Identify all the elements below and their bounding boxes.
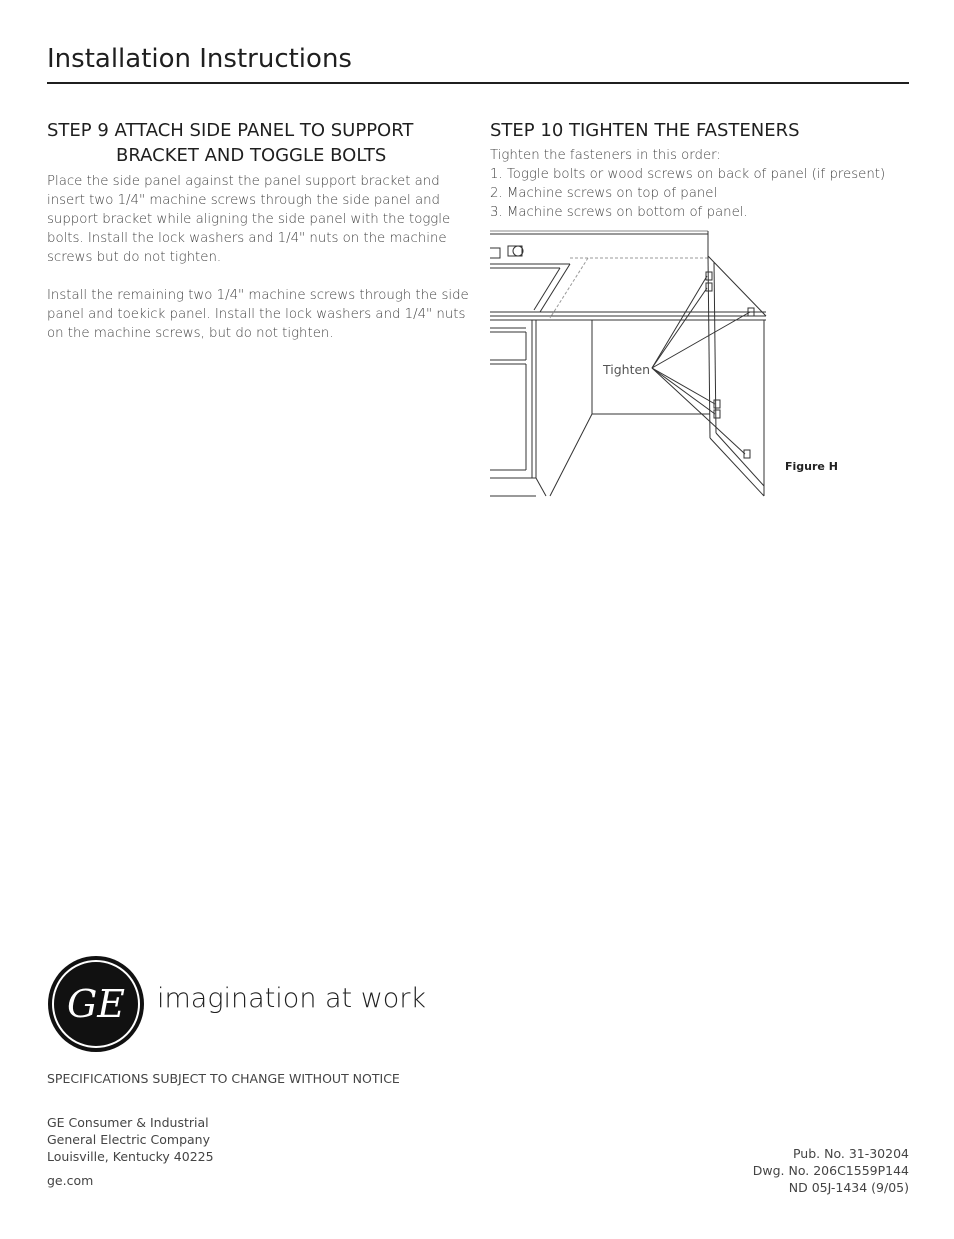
step9-heading-line2: BRACKET AND TOGGLE BOLTS: [116, 145, 387, 166]
tighten-callout: Tighten: [603, 362, 651, 377]
drawing-number: Dwg. No. 206C1559P144: [752, 1163, 909, 1178]
pub-number: Pub. No. 31-30204: [792, 1146, 909, 1161]
step9-body: [47, 172, 472, 343]
fastener-order-list: [490, 165, 910, 222]
address-line: Louisville, Kentucky 40225: [47, 1149, 214, 1164]
ge-logo: [47, 955, 145, 1053]
company-address: [47, 1114, 214, 1165]
specifications-notice: SPECIFICATIONS SUBJECT TO CHANGE WITHOUT NOTICE: [47, 1071, 400, 1086]
address-line: GE Consumer & Industrial: [47, 1115, 209, 1130]
step10-body: [490, 146, 910, 222]
tagline: imagination at work: [157, 983, 427, 1014]
figure-caption: Figure H: [785, 460, 838, 473]
step10-intro: Tighten the fasteners in this order:: [490, 148, 721, 163]
figure-h-illustration: [488, 228, 778, 500]
address-line: General Electric Company: [47, 1132, 210, 1147]
cabinet-diagram: [488, 228, 778, 500]
list-item: 3. Machine screws on bottom of panel.: [490, 205, 748, 220]
page-title: Installation Instructions: [47, 44, 352, 74]
step9-heading-line1: STEP 9 ATTACH SIDE PANEL TO SUPPORT: [47, 120, 414, 141]
step9-paragraph-1: Place the side panel against the panel support bracket and insert two 1/4" machine screws through the side panel and support bracket while aligning the side panel with the toggle bolts. Install the lock washers and 1/4" nuts on the machine screws but do not tighten.: [47, 174, 451, 265]
ge-monogram-icon: [47, 955, 145, 1053]
logo-letters: GE: [66, 982, 126, 1026]
step10-heading: STEP 10 TIGHTEN THE FASTENERS: [490, 120, 800, 141]
title-divider: [47, 82, 909, 84]
step9-paragraph-2: Install the remaining two 1/4" machine screws through the side panel and toekick panel. Install the lock washers and 1/4" nuts on the machine screws, but do not tighten.: [47, 288, 469, 341]
list-item: 1. Toggle bolts or wood screws on back of panel (if present): [490, 167, 886, 182]
step9-heading: [47, 118, 467, 168]
list-item: 2. Machine screws on top of panel: [490, 186, 718, 201]
nd-number: ND 05J-1434 (9/05): [788, 1180, 909, 1195]
publication-info: [753, 1145, 909, 1196]
website-link[interactable]: ge.com: [47, 1173, 94, 1188]
